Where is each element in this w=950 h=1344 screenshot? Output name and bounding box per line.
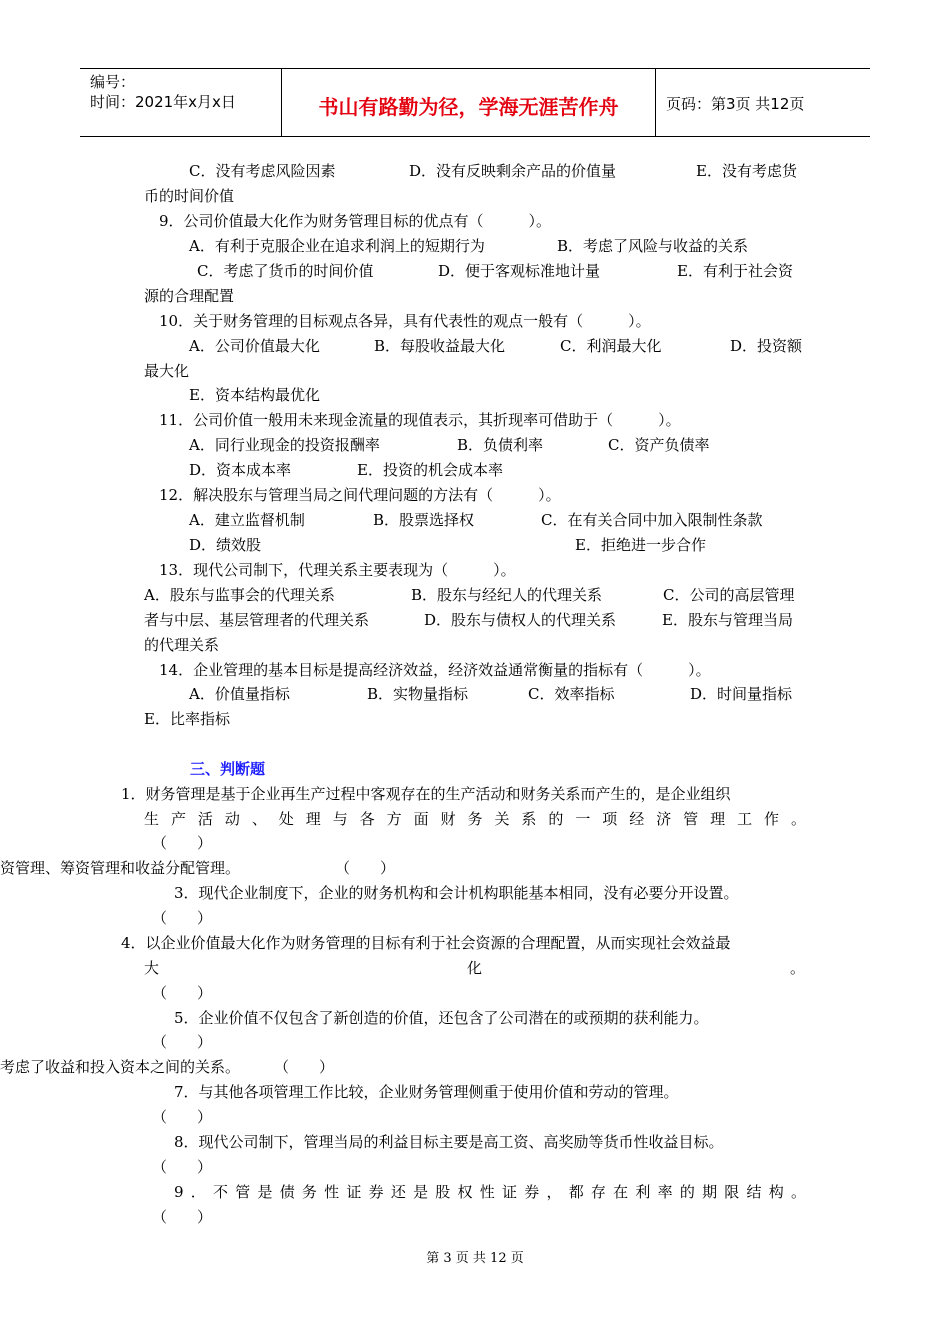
option-line: A．有利于克服企业在追求利润上的短期行为 xyxy=(189,237,485,255)
statement-line: 8．现代公司制下，管理当局的利益目标主要是高工资、高奖励等货币性收益目标。 xyxy=(174,1133,724,1151)
option-line: B．实物量指标 xyxy=(367,685,469,703)
question-line: 10．关于财务管理的目标观点各异，具有代表性的观点一般有（ ）。 xyxy=(159,312,651,330)
text-line: 源的合理配置 xyxy=(144,287,235,305)
option-line: B．负债利率 xyxy=(457,436,544,454)
statement-line: 化 xyxy=(467,959,483,977)
option-line: A．股东与监事会的代理关系 xyxy=(144,586,335,604)
header-meta-cell xyxy=(80,69,282,136)
statement-line: 大 xyxy=(144,959,160,977)
option-line: E．比率指标 xyxy=(144,710,230,728)
option-line: E．拒绝进一步合作 xyxy=(575,536,706,554)
text-line: 最大化 xyxy=(144,362,190,380)
question-line: 13．现代公司制下，代理关系主要表现为（ ）。 xyxy=(159,561,516,579)
statement-line: 5．企业价值不仅包含了新创造的价值，还包含了公司潜在的或预期的获利能力。 xyxy=(174,1009,709,1027)
section-heading: 三、判断题 xyxy=(190,760,266,778)
statement-line: 7．与其他各项管理工作比较，企业财务管理侧重于使用价值和劳动的管理。 xyxy=(174,1083,679,1101)
option-line: A．同行业现金的投资报酬率 xyxy=(189,436,380,454)
header-slogan-cell xyxy=(282,69,656,136)
question-line: 12．解决股东与管理当局之间代理问题的方法有（ ）。 xyxy=(159,486,561,504)
option-line: D．时间量指标 xyxy=(690,685,793,703)
option-line: C．公司的高层管理 xyxy=(663,586,795,604)
answer-blank: （ ） xyxy=(274,1058,335,1076)
option-line: E．投资的机会成本率 xyxy=(357,461,503,479)
answer-blank: （ ） xyxy=(152,909,213,927)
answer-blank: （ ） xyxy=(152,1208,213,1226)
statement-line: 4．以企业价值最大化作为财务管理的目标有利于社会资源的合理配置，从而实现社会效益最 xyxy=(121,934,731,952)
question-line: 11．公司价值一般用未来现金流量的现值表示，其折现率可借助于（ ）。 xyxy=(159,411,681,429)
text-line: 者与中层、基层管理者的代理关系 xyxy=(144,611,370,629)
text-line: 的代理关系 xyxy=(144,636,220,654)
page-footer: 第 3 页 共 12 页 xyxy=(426,1251,524,1266)
option-line: C．在有关合同中加入限制性条款 xyxy=(541,511,763,529)
answer-blank: （ ） xyxy=(152,1158,213,1176)
option-line: B．每股收益最大化 xyxy=(374,337,506,355)
statement-line: 。 xyxy=(790,959,806,977)
statement-line: 9．不管是债务性证券还是股权性证券，都存在利率的期限结构。 xyxy=(174,1183,806,1201)
option-line: B．股票选择权 xyxy=(373,511,475,529)
option-line: B．股东与经纪人的代理关系 xyxy=(411,586,603,604)
statement-line: 3．现代企业制度下，企业的财务机构和会计机构职能基本相同，没有必要分开设置。 xyxy=(174,884,739,902)
statement-line: 考虑了收益和投入资本之间的关系。 xyxy=(0,1058,241,1076)
option-line: D．绩效股 xyxy=(189,536,262,554)
answer-blank: （ ） xyxy=(152,834,213,852)
option-line: A．建立监督机制 xyxy=(189,511,305,529)
option-line: D．便于客观标准地计量 xyxy=(438,262,601,280)
option-line: B．考虑了风险与收益的关系 xyxy=(557,237,749,255)
header-slogan: 书山有路勤为径，学海无涯苦作舟 xyxy=(318,95,619,119)
option-line: D．没有反映剩余产品的价值量 xyxy=(409,162,617,180)
statement-line: 生产活动、处理与各方面财务关系的一项经济管理工作。 xyxy=(144,810,806,828)
answer-blank: （ ） xyxy=(152,984,213,1002)
option-line: E．没有考虑货 xyxy=(696,162,797,180)
answer-blank: （ ） xyxy=(335,859,396,877)
question-line: 14．企业管理的基本目标是提高经济效益，经济效益通常衡量的指标有（ ）。 xyxy=(159,661,711,679)
option-line: D．投资额 xyxy=(730,337,803,355)
option-line: D．资本成本率 xyxy=(189,461,292,479)
statement-line: 资管理、筹资管理和收益分配管理。 xyxy=(0,859,241,877)
answer-blank: （ ） xyxy=(152,1033,213,1051)
header-page-info: 页码：第3页 共12页 xyxy=(666,95,805,113)
answer-blank: （ ） xyxy=(152,1108,213,1126)
document-date: 时间：2021年x月x日 xyxy=(90,93,236,111)
option-line: E．股东与管理当局 xyxy=(662,611,793,629)
option-line: C．没有考虑风险因素 xyxy=(189,162,336,180)
document-header xyxy=(80,68,870,137)
statement-line: 1．财务管理是基于企业再生产过程中客观存在的生产活动和财务关系而产生的，是企业组织 xyxy=(121,785,731,803)
question-line: 9．公司价值最大化作为财务管理目标的优点有（ ）。 xyxy=(159,212,552,230)
option-line: A．价值量指标 xyxy=(189,685,290,703)
option-line: C．考虑了货币的时间价值 xyxy=(197,262,374,280)
option-line: D．股东与债权人的代理关系 xyxy=(424,611,617,629)
option-line: A．公司价值最大化 xyxy=(189,337,320,355)
option-line: C．资产负债率 xyxy=(608,436,710,454)
option-line: C．利润最大化 xyxy=(560,337,662,355)
document-number-label: 编号： xyxy=(90,73,136,91)
option-line: E．有利于社会资 xyxy=(677,262,793,280)
option-line: C．效率指标 xyxy=(528,685,615,703)
header-page-cell xyxy=(656,69,870,136)
option-line: E．资本结构最优化 xyxy=(189,386,320,404)
text-line: 币的时间价值 xyxy=(144,187,235,205)
